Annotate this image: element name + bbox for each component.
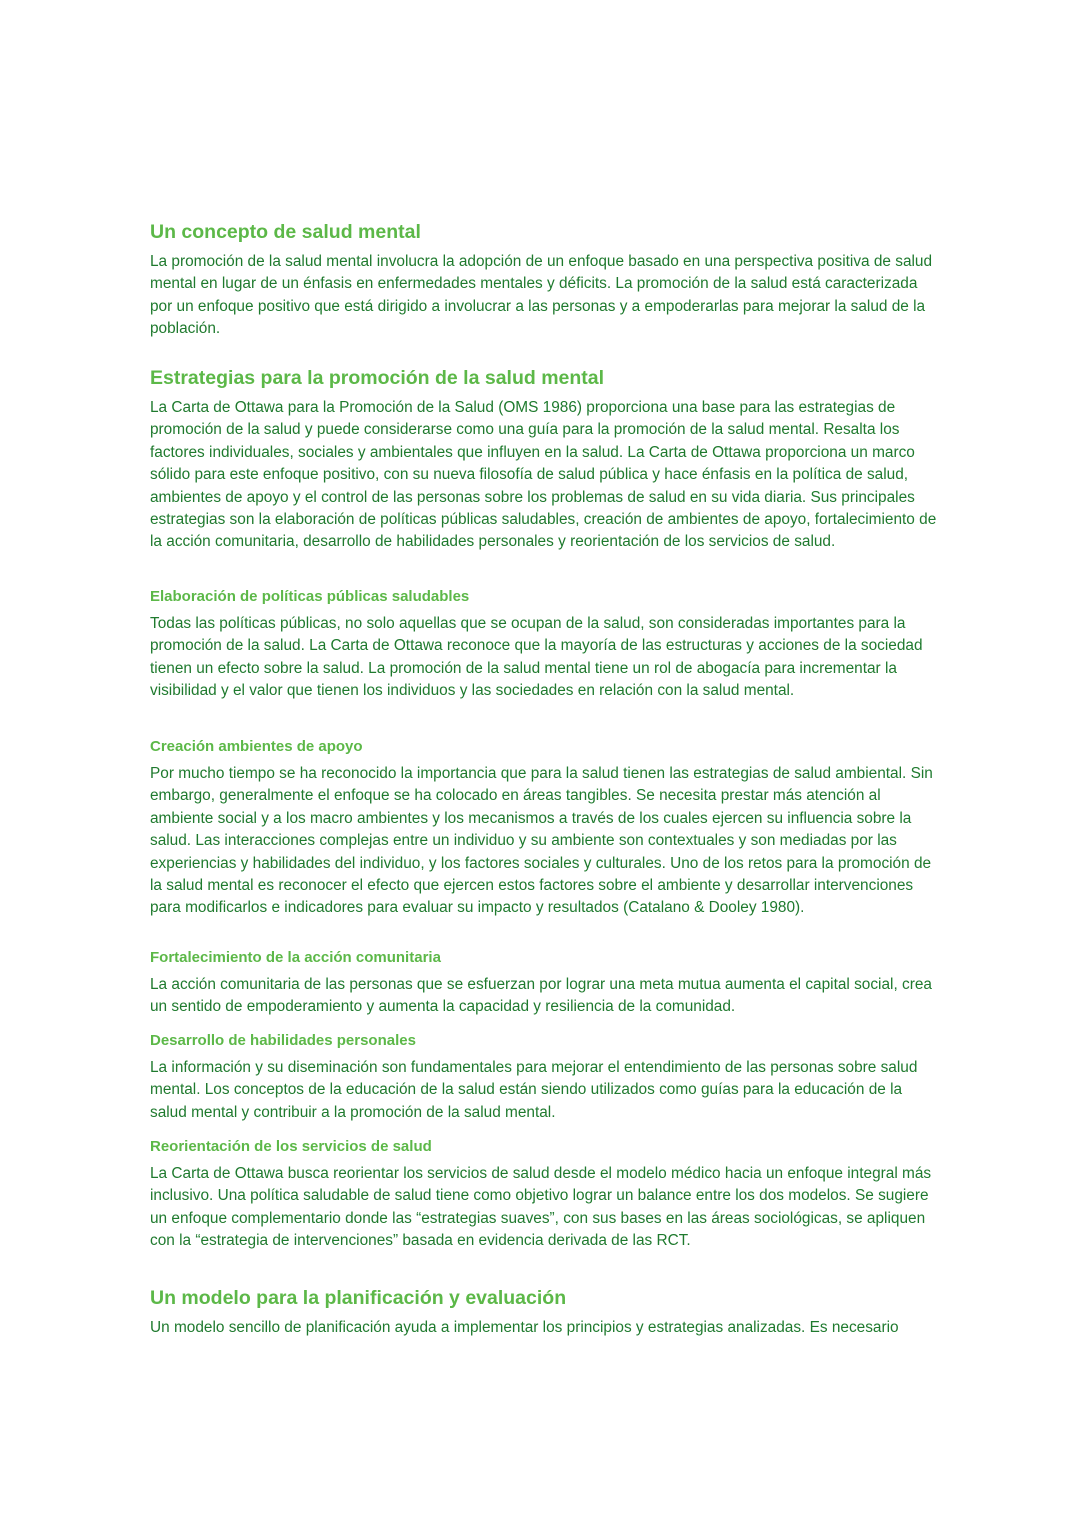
section-heading: Un concepto de salud mental xyxy=(150,221,421,243)
section-paragraph: Un modelo sencillo de planificación ayuda a implementar los principios y estrategias analizadas. Es necesario xyxy=(150,1319,899,1336)
subsection-accion-comunitaria xyxy=(150,947,940,1019)
subsection-heading: Reorientación de los servicios de salud xyxy=(150,1138,432,1155)
section-paragraph: La promoción de la salud mental involucra la adopción de un enfoque basado en una perspectiva positiva de salud mental en lugar de un énfasis en enfermedades mentales y déficits. La promoción de la salud está caracterizada por un enfoque positivo que está dirigido a involucrar a las personas y a empoderarlas para mejorar la salud de la población. xyxy=(150,253,933,338)
section-concepto-salud-mental xyxy=(150,219,940,341)
subsection-heading: Desarrollo de habilidades personales xyxy=(150,1032,416,1049)
section-heading: Un modelo para la planificación y evaluación xyxy=(150,1287,567,1309)
subsection-paragraph: Por mucho tiempo se ha reconocido la importancia que para la salud tienen las estrategias de salud ambiental. Sin embargo, generalmente el enfoque se ha colocado en áreas tangibles. Se necesita prestar más atención al ambiente social y a los macro ambientes y los mecanismos a través de los cuales ejercen su influencia sobre la salud. Las interacciones complejas entre un individuo y su ambiente son contextuales y son mediadas por las experiencias y habilidades del individuo, y los factores sociales y culturales. Uno de los retos para la promoción de la salud mental es reconocer el efecto que ejercen estos factores sobre el ambiente y desarrollar intervenciones para modificarlos e indicadores para evaluar su impacto y resultados (Catalano & Dooley 1980). xyxy=(150,765,933,917)
section-modelo-planificacion xyxy=(150,1285,940,1339)
subsection-politicas-publicas xyxy=(150,586,940,703)
subsection-paragraph: La Carta de Ottawa busca reorientar los servicios de salud desde el modelo médico hacia un enfoque integral más inclusivo. Una política saludable de salud tiene como objetivo lograr un balance entre los dos modelos. Se sugiere un enfoque complementario donde las “estrategias suaves”, con sus bases en las áreas sociológicas, se apliquen con la “estrategia de intervenciones” basada en evidencia derivada de las RCT. xyxy=(150,1165,932,1250)
subsection-heading: Elaboración de políticas públicas saludables xyxy=(150,588,470,605)
subsection-heading: Fortalecimiento de la acción comunitaria xyxy=(150,949,441,966)
subsection-ambientes-apoyo xyxy=(150,736,940,920)
subsection-paragraph: Todas las políticas públicas, no solo aquellas que se ocupan de la salud, son consideradas importantes para la promoción de la salud. La Carta de Ottawa reconoce que la mayoría de las estructuras y acciones de la sociedad tienen un efecto sobre la salud. La promoción de la salud mental tiene un rol de abogacía para incrementar la visibilidad y el valor que tienen los individuos y las sociedades en relación con la salud mental. xyxy=(150,615,923,700)
subsection-paragraph: La información y su diseminación son fundamentales para mejorar el entendimiento de las personas sobre salud mental. Los conceptos de la educación de la salud están siendo utilizados como guías para la educación de la salud mental y contribuir a la promoción de la salud mental. xyxy=(150,1059,918,1121)
section-paragraph: La Carta de Ottawa para la Promoción de la Salud (OMS 1986) proporciona una base para las estrategias de promoción de la salud y puede considerarse como una guía para la promoción de la salud mental. Resalta los factores individuales, sociales y ambientales que influyen en la salud. La Carta de Ottawa proporciona un marco sólido para este enfoque positivo, con su nueva filosofía de salud pública y hace énfasis en la política de salud, ambientes de apoyo y el control de las personas sobre los problemas de salud en su vida diaria. Sus principales estrategias son la elaboración de políticas públicas saludables, creación de ambientes de apoyo, fortalecimiento de la acción comunitaria, desarrollo de habilidades personales y reorientación de los servicios de salud. xyxy=(150,399,937,551)
section-heading: Estrategias para la promoción de la salud mental xyxy=(150,367,605,389)
section-estrategias xyxy=(150,365,940,554)
subsection-paragraph: La acción comunitaria de las personas que se esfuerzan por lograr una meta mutua aumenta el capital social, crea un sentido de empoderamiento y aumenta la capacidad y resiliencia de la comunidad. xyxy=(150,976,932,1016)
subsection-reorientacion-servicios xyxy=(150,1136,940,1253)
subsection-habilidades-personales xyxy=(150,1030,940,1124)
subsection-heading: Creación ambientes de apoyo xyxy=(150,738,363,755)
